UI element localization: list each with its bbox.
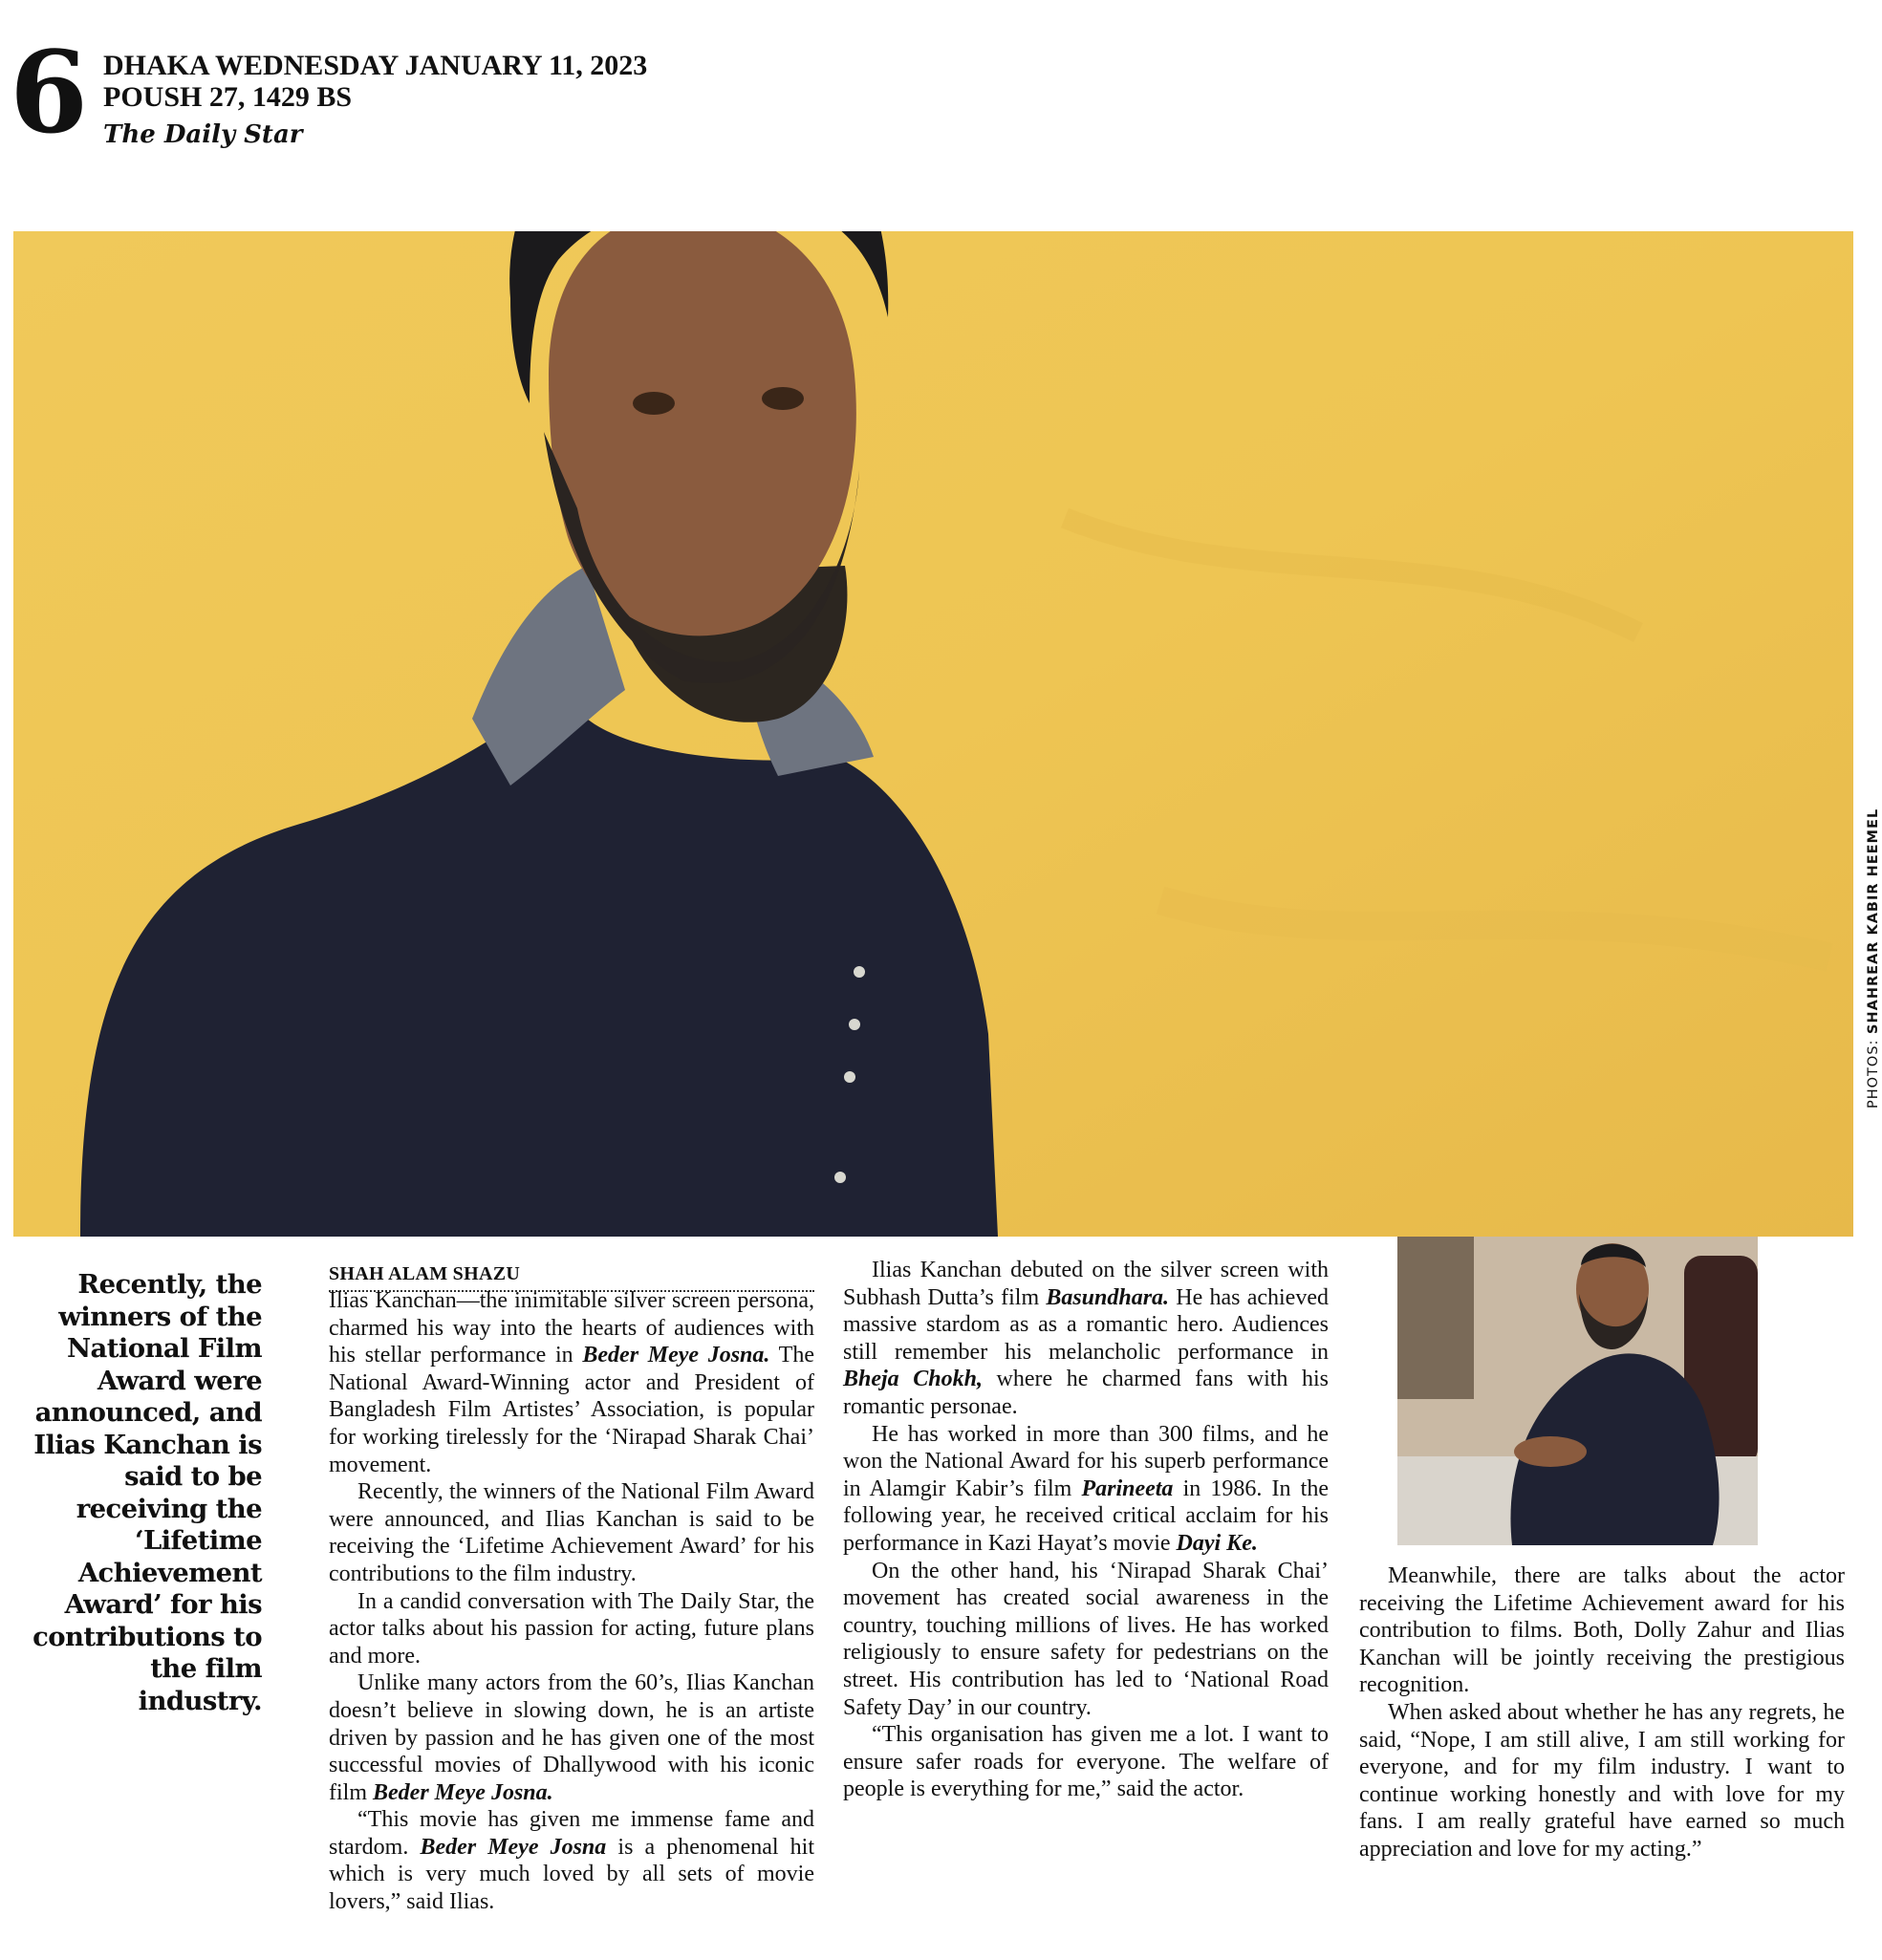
article-column-3 xyxy=(1359,1562,1845,1863)
seated-portrait xyxy=(1397,1237,1758,1545)
inset-photo xyxy=(1397,1237,1758,1545)
article-column-1 xyxy=(329,1287,814,1916)
paragraph: Ilias Kanchan debuted on the silver screen with Subhash Dutta’s film Basundhara. He has achieved massive stardom as as a romantic hero. Audiences still remember his melancholic performance in Bheja Chokh, where he charmed fans with his romantic personae. xyxy=(843,1258,1329,1419)
masthead-logo: The Daily Star xyxy=(103,120,303,149)
portrait-figure xyxy=(13,231,1065,1237)
page-number: 6 xyxy=(10,26,87,159)
paragraph: On the other hand, his ‘Nirapad Sharak Chai’ movement has created social awareness in the country, touching millions of lives. He has worked religiously to ensure safety for pedestrians on the street. His contribution has led to ‘National Road Safety Day’ in our country. xyxy=(843,1558,1329,1720)
photo-credit xyxy=(1866,726,1881,1109)
hero-photo xyxy=(13,231,1853,1237)
date-english: DHAKA WEDNESDAY JANUARY 11, 2023 xyxy=(103,50,648,81)
paragraph: Unlike many actors from the 60’s, Ilias Kanchan doesn’t believe in slowing down, he is an artiste driven by passion and he has given one of the most successful movies of Dhallywood with his iconic film Beder Meye Josna. xyxy=(329,1670,814,1805)
paragraph: Ilias Kanchan—the inimitable silver screen persona, charmed his way into the hearts of audiences with his stellar performance in Beder Meye Josna. The National Award-Winning actor and President of Bangladesh Film Artistes’ Association, is popular for working tirelessly for the ‘Nirapad Sharak Chai’ movement. xyxy=(329,1288,814,1477)
pull-quote: Recently, the winners of the National Film Award were announced, and Ilias Kanchan is said to be receiving the ‘Lifetime Achievement Award’ for his contributions to the film industry. xyxy=(32,1269,262,1716)
paragraph: Meanwhile, there are talks about the actor receiving the Lifetime Achievement award for his contribution to films. Both, Dolly Zahur and Ilias Kanchan will be jointly receiving the prestigious recognition. xyxy=(1359,1563,1845,1698)
article-column-2 xyxy=(843,1257,1329,1803)
paragraph: When asked about whether he has any regrets, he said, “Nope, I am still alive, I am still working for everyone, and for my film industry. I want to continue working honestly and with love for my fans. I am really grateful have earned so much appreciation and love for my acting.” xyxy=(1359,1699,1845,1862)
paragraph: In a candid conversation with The Daily Star, the actor talks about his passion for acting, future plans and more. xyxy=(329,1588,814,1669)
byline: SHAH ALAM SHAZU xyxy=(329,1263,814,1292)
photo-credit-label: PHOTOS: xyxy=(1866,1039,1881,1109)
dateline xyxy=(103,50,647,113)
paragraph: He has worked in more than 300 films, and he won the National Award for his superb performance in Alamgir Kabir’s film Parineeta in 1986. In the following year, he received critical acclaim for his performance in Kazi Hayat’s movie Dayi Ke. xyxy=(843,1421,1329,1556)
paragraph: “This organisation has given me a lot. I want to ensure safer roads for everyone. The welfare of people is everything for me,” said the actor. xyxy=(843,1722,1329,1802)
paragraph: Recently, the winners of the National Film Award were announced, and Ilias Kanchan is said to be receiving the ‘Lifetime Achievement Award’ for his contributions to the film industry. xyxy=(329,1479,814,1586)
paragraph: “This movie has given me immense fame and stardom. Beder Meye Josna is a phenomenal hit which is very much loved by all sets of movie lovers,” said Ilias. xyxy=(329,1807,815,1915)
photographer-name: SHAHREAR KABIR HEEMEL xyxy=(1866,808,1881,1034)
date-bangla: POUSH 27, 1429 BS xyxy=(103,81,353,113)
